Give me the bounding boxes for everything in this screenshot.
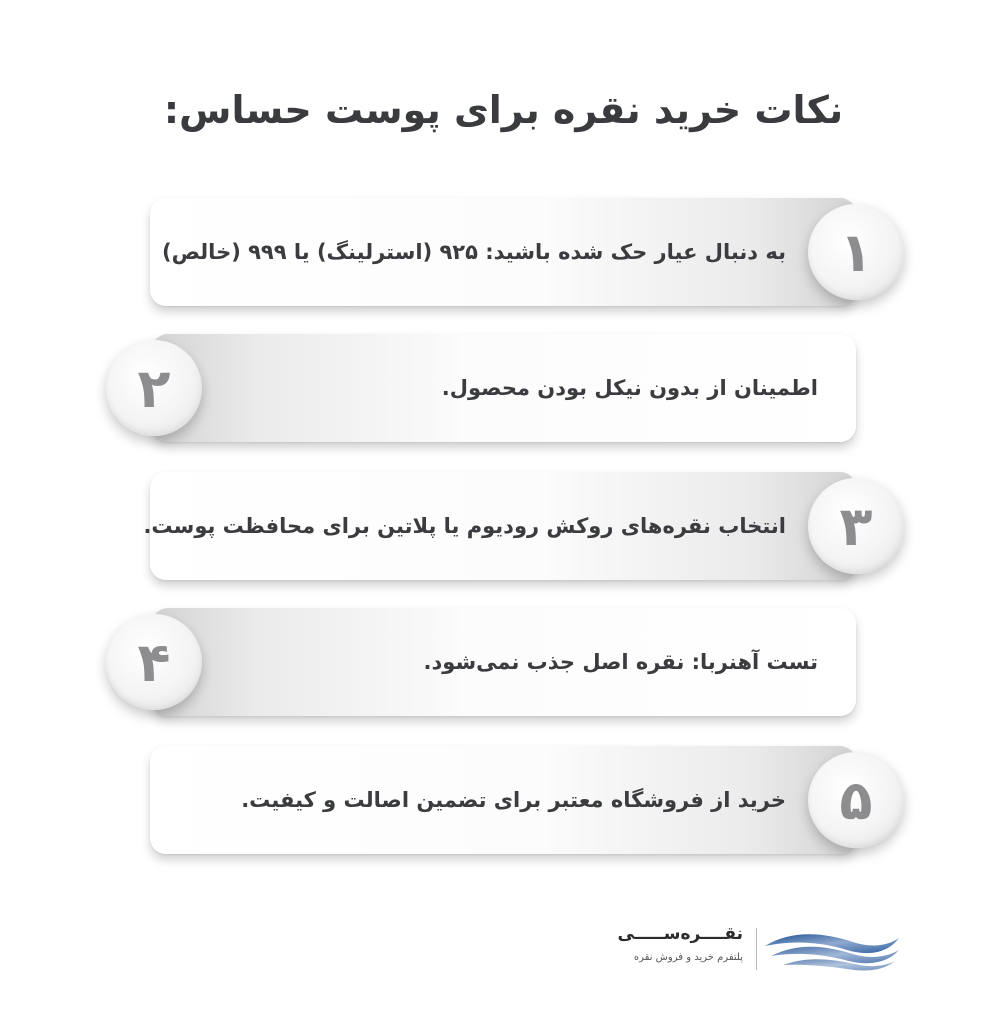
tip-text-1: به دنبال عیار حک شده باشید: ۹۲۵ (استرلینگ) یا ۹۹۹ (خالص) <box>162 240 786 264</box>
tip-number-5: ۵ <box>839 768 873 832</box>
tip-card-3 <box>143 472 856 580</box>
tip-number-4: ۴ <box>137 630 171 694</box>
tip-number-badge-3 <box>808 478 904 574</box>
tip-number-badge-4 <box>106 614 202 710</box>
tip-card-1 <box>150 198 856 306</box>
brand-logo[interactable] <box>613 922 903 978</box>
tip-number-badge-2 <box>106 340 202 436</box>
tip-text-3: انتخاب نقره‌های روکش رودیوم یا پلاتین برای محافظت پوست. <box>143 514 786 538</box>
tip-text-5: خرید از فروشگاه معتبر برای تضمین اصالت و کیفیت. <box>241 788 786 812</box>
silver-waves-icon <box>761 926 903 972</box>
tip-number-1: ۱ <box>839 220 873 284</box>
tip-number-badge-1 <box>808 204 904 300</box>
page-title: نکات خرید نقره برای پوست حساس: <box>163 88 844 132</box>
tip-card-4 <box>152 608 856 716</box>
tip-number-badge-5 <box>808 752 904 848</box>
tip-number-3: ۳ <box>839 494 873 558</box>
tip-text-2: اطمینان از بدون نیکل بودن محصول. <box>441 376 818 400</box>
tip-text-4: تست آهنربا: نقره اصل جذب نمی‌شود. <box>423 650 818 674</box>
logo-divider <box>756 928 757 970</box>
tip-card-5 <box>150 746 856 854</box>
tip-number-2: ۲ <box>137 356 171 420</box>
tip-card-2 <box>152 334 856 442</box>
brand-tagline: پلتفرم خرید و فروش نقره <box>633 952 743 963</box>
brand-name: نقــــره‌ســـــی <box>617 924 743 944</box>
